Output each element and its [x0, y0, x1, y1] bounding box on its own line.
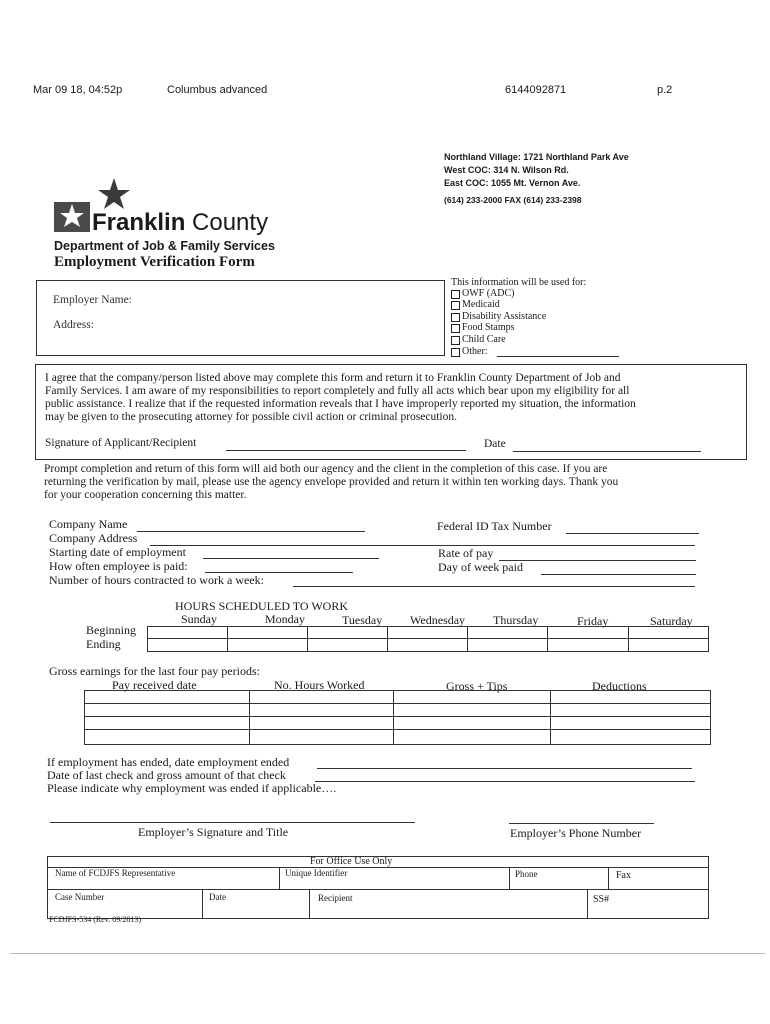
- start-date-line[interactable]: [203, 558, 379, 559]
- pay-frequency-label: How often employee is paid:: [49, 559, 188, 573]
- schedule-day-saturday: Saturday: [650, 614, 693, 628]
- schedule-col-divider: [628, 626, 629, 652]
- earnings-col-divider: [393, 690, 394, 745]
- fax-phone: 6144092871: [505, 84, 567, 96]
- schedule-col-divider: [547, 626, 548, 652]
- employer-name-label: Employer Name:: [53, 294, 132, 306]
- schedule-day-wednesday: Wednesday: [410, 613, 466, 627]
- earnings-col-divider: [550, 690, 551, 745]
- office-recipient-label: Recipient: [318, 893, 353, 903]
- consent-line-4: may be given to the prosecuting attorney for possible civil action or criminal prosecution.: [45, 411, 457, 423]
- form-title: Employment Verification Form: [54, 254, 255, 270]
- office-case-number-label: Case Number: [55, 892, 105, 902]
- schedule-row-ending: Ending: [86, 637, 121, 651]
- schedule-day-monday: Monday: [265, 612, 305, 626]
- option-food-stamps: Food Stamps: [462, 322, 515, 333]
- schedule-grid-row-divider: [147, 638, 709, 639]
- schedule-day-sunday: Sunday: [181, 612, 217, 626]
- employer-signature-line[interactable]: [50, 822, 415, 823]
- fax-page: p.2: [657, 84, 673, 96]
- address-east: East COC: 1055 Mt. Vernon Ave.: [444, 178, 581, 188]
- checkbox-other[interactable]: [451, 348, 460, 357]
- company-address-label: Company Address: [49, 531, 138, 545]
- office-use-col-divider: [202, 889, 203, 919]
- other-input-line[interactable]: [497, 356, 619, 357]
- option-disability: Disability Assistance: [462, 311, 547, 322]
- office-use-col-divider: [279, 867, 280, 889]
- option-medicaid: Medicaid: [462, 299, 500, 310]
- rate-of-pay-line[interactable]: [499, 560, 696, 561]
- employer-phone-line[interactable]: [509, 823, 654, 824]
- address-northland: Northland Village: 1721 Northland Park Ave: [444, 152, 629, 162]
- option-child-care: Child Care: [462, 334, 506, 345]
- consent-line-1: I agree that the company/person listed above may complete this form and return it to Franklin County Department of Job and: [45, 372, 621, 384]
- office-ssn-label: SS#: [593, 894, 610, 905]
- applicant-signature-label: Signature of Applicant/Recipient: [45, 437, 197, 449]
- office-phone-fax: (614) 233-2000 FAX (614) 233-2398: [444, 195, 582, 205]
- checkbox-food-stamps[interactable]: [451, 324, 460, 333]
- company-name-label: Company Name: [49, 517, 128, 531]
- instructions-line-2: returning the verification by mail, please use the agency envelope provided and return it within ten working days. Thank you: [44, 476, 619, 488]
- day-paid-label: Day of week paid: [438, 560, 523, 574]
- office-date-label: Date: [209, 892, 226, 902]
- consent-line-3: public assistance. I realize that if the requested information reveals that I have improperly reported my situation, the information: [45, 398, 636, 410]
- schedule-col-divider: [467, 626, 468, 652]
- employer-box: [36, 280, 445, 356]
- checkbox-disability[interactable]: [451, 313, 460, 322]
- earnings-heading: Gross earnings for the last four pay periods:: [49, 664, 260, 678]
- logo-name-bold: Franklin: [92, 209, 186, 236]
- department-name: Department of Job & Family Services: [54, 239, 275, 253]
- instructions-line-1: Prompt completion and return of this form will aid both our agency and the client in the completion of this case. If you are: [44, 463, 608, 475]
- earnings-row-divider: [84, 703, 711, 704]
- earnings-col-gross: Gross + Tips: [446, 679, 508, 693]
- ended-date-label: If employment has ended, date employment ended: [47, 755, 290, 769]
- usage-heading: This information will be used for:: [451, 277, 587, 288]
- hours-contracted-line[interactable]: [293, 586, 695, 587]
- start-date-label: Starting date of employment: [49, 545, 186, 559]
- schedule-day-friday: Friday: [577, 614, 609, 628]
- earnings-col-divider: [249, 690, 250, 745]
- consent-line-2: Family Services. I am aware of my responsibilities to report completely and fully all acts which bear upon my eligibility for all: [45, 385, 630, 397]
- schedule-grid: [147, 626, 709, 652]
- earnings-col-hours: No. Hours Worked: [274, 678, 365, 692]
- checkbox-child-care[interactable]: [451, 336, 460, 345]
- instructions-line-3: for your cooperation concerning this matter.: [44, 489, 247, 501]
- applicant-signature-line[interactable]: [226, 450, 466, 451]
- fax-datetime: Mar 09 18, 04:52p: [33, 84, 123, 96]
- company-address-line[interactable]: [150, 545, 695, 546]
- employer-address-label: Address:: [53, 319, 94, 331]
- office-use-row-divider: [47, 889, 709, 890]
- logo-wordmark: [92, 210, 268, 236]
- employer-phone-label: Employer’s Phone Number: [510, 826, 642, 840]
- schedule-col-divider: [227, 626, 228, 652]
- schedule-day-thursday: Thursday: [493, 613, 539, 627]
- last-check-line[interactable]: [315, 781, 695, 782]
- office-representative-label: Name of FCDJFS Representative: [55, 868, 176, 878]
- applicant-date-line[interactable]: [513, 451, 701, 452]
- office-use-col-divider: [309, 889, 310, 919]
- federal-id-line[interactable]: [566, 533, 699, 534]
- office-use-col-divider: [587, 889, 588, 919]
- applicant-date-label: Date: [484, 438, 506, 450]
- earnings-row-divider: [84, 716, 711, 717]
- office-unique-id-label: Unique Identifier: [285, 868, 348, 878]
- schedule-col-divider: [387, 626, 388, 652]
- office-use-col-divider: [509, 867, 510, 889]
- federal-id-label: Federal ID Tax Number: [437, 519, 552, 533]
- schedule-row-beginning: Beginning: [86, 623, 136, 637]
- last-check-label: Date of last check and gross amount of that check: [47, 768, 286, 782]
- office-use-title: For Office Use Only: [310, 856, 393, 867]
- earnings-col-pay-date: Pay received date: [112, 678, 197, 692]
- checkbox-medicaid[interactable]: [451, 301, 460, 310]
- page-bottom-edge: [10, 953, 765, 954]
- earnings-grid: [84, 690, 711, 745]
- address-west: West COC: 314 N. Wilson Rd.: [444, 165, 569, 175]
- schedule-title: HOURS SCHEDULED TO WORK: [175, 599, 349, 613]
- office-use-col-divider: [608, 867, 609, 889]
- rate-of-pay-label: Rate of pay: [438, 546, 494, 560]
- earnings-col-deductions: Deductions: [592, 679, 647, 693]
- day-paid-line[interactable]: [541, 574, 696, 575]
- ended-date-line[interactable]: [317, 768, 692, 769]
- form-number: FCDJFS-534 (Rev. 09/2013): [49, 915, 142, 924]
- fax-sender: Columbus advanced: [167, 84, 268, 96]
- reason-label: Please indicate why employment was ended if applicable….: [47, 781, 337, 795]
- office-fax-label: Fax: [616, 870, 631, 881]
- schedule-day-tuesday: Tuesday: [342, 613, 383, 627]
- checkbox-owf[interactable]: [451, 290, 460, 299]
- logo-name-light: County: [192, 209, 269, 236]
- earnings-row-divider: [84, 729, 711, 730]
- company-name-line[interactable]: [137, 531, 365, 532]
- office-phone-label: Phone: [515, 869, 538, 879]
- employer-signature-label: Employer’s Signature and Title: [138, 825, 289, 839]
- hours-contracted-label: Number of hours contracted to work a week:: [49, 573, 264, 587]
- schedule-col-divider: [307, 626, 308, 652]
- option-other: Other:: [462, 346, 488, 357]
- option-owf: OWF (ADC): [462, 288, 515, 299]
